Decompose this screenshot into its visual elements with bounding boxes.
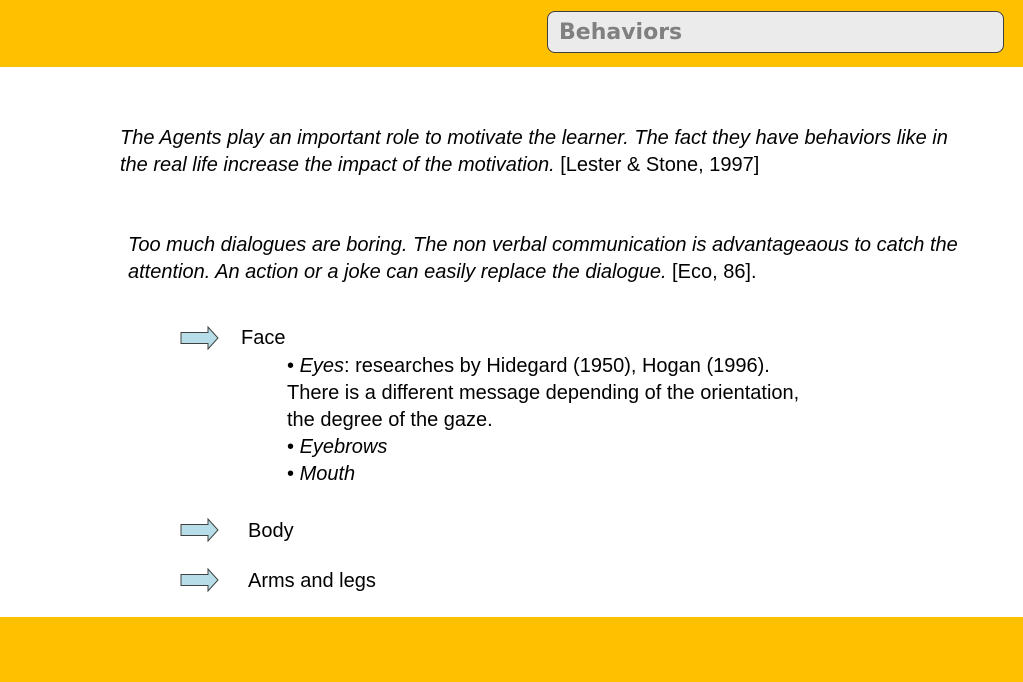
bullet-item-eyebrows: [287, 434, 807, 461]
bullet-marker: •: [287, 463, 300, 485]
bullet-item-mouth: [287, 461, 807, 488]
face-bullet-list: [287, 353, 807, 488]
intro-paragraph-1-quote: The Agents play an important role to motivate the learner. The fact they have behaviors like in the real life increase the impact of the motivation.: [120, 127, 948, 176]
bullet-term-mouth: Mouth: [299, 463, 356, 485]
section-label-arms-and-legs: Arms and legs: [248, 570, 376, 592]
bullet-marker: •: [287, 355, 300, 377]
arrow-right-icon: [180, 326, 220, 350]
bullet-term-eyes: Eyes: [299, 355, 345, 377]
section-label-face: Face: [241, 327, 286, 349]
arrow-right-icon: [180, 518, 220, 542]
intro-paragraph-2: [128, 232, 978, 286]
bullet-marker: •: [287, 436, 300, 458]
intro-paragraph-2-quote: Too much dialogues are boring. The non verbal communication is advantageaous to catch the attention. An action or a joke can easily replace the dialogue.: [128, 234, 958, 283]
bullet-text-eyes: : researches by Hidegard (1950), Hogan (1996). There is a different message depending of the orientation, the degree of the gaze.: [287, 355, 800, 431]
arrow-right-icon: [180, 568, 220, 592]
slide-title: Behaviors: [547, 11, 1004, 53]
section-label-body: Body: [248, 520, 294, 542]
intro-paragraph-1: [120, 125, 970, 179]
intro-paragraph-1-citation: [Lester & Stone, 1997]: [554, 154, 760, 176]
bullet-term-eyebrows: Eyebrows: [299, 436, 388, 458]
footer-band: [0, 617, 1023, 682]
intro-paragraph-2-citation: [Eco, 86].: [666, 261, 757, 283]
bullet-item-eyes: [287, 353, 807, 434]
